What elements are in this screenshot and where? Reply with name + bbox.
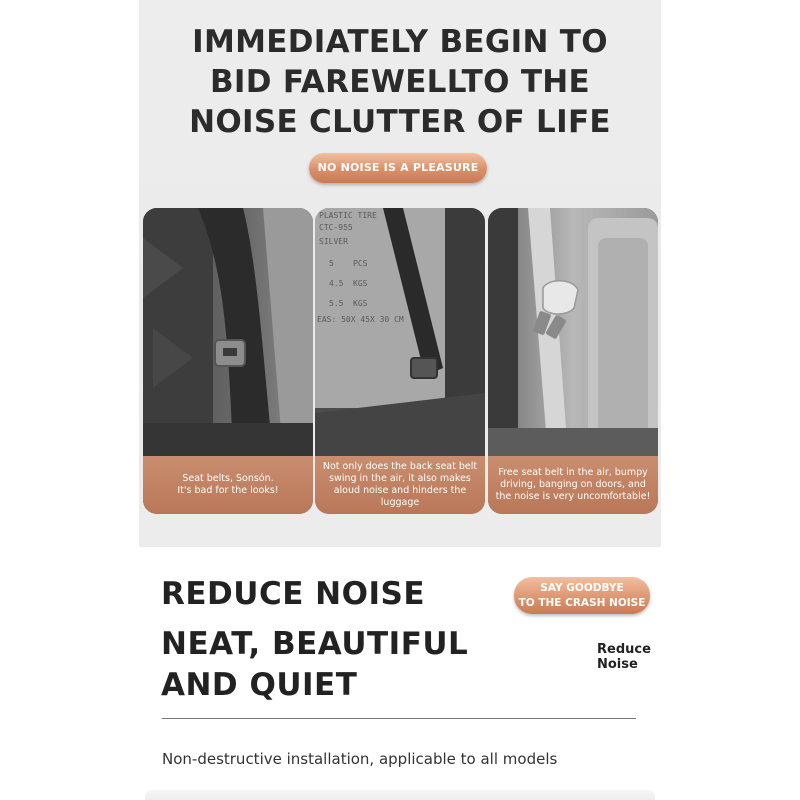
problem-card-door-noise (488, 208, 658, 514)
section-title: REDUCE NOISE (161, 576, 426, 612)
box-text-5: PCS (353, 259, 368, 268)
headline-line-3: NOISE CLUTTER OF LIFE (189, 104, 611, 140)
subtitle-line-1: NEAT, BEAUTIFUL (161, 626, 469, 662)
reduce-label-line-2: Noise (597, 657, 638, 672)
box-text-8: 5.5 (329, 299, 344, 308)
box-text-9: KGS (353, 299, 368, 308)
card-caption: Not only does the back seat belt swing in the air, it also makes aloud noise and hinders the luggage (315, 456, 485, 514)
caption-line-1: Seat belts, Sonsón. (182, 473, 274, 484)
card-caption (143, 456, 313, 514)
section-divider (162, 718, 636, 719)
no-noise-pill: NO NOISE IS A PLEASURE (309, 153, 487, 183)
caption-line-2: It's bad for the looks! (177, 485, 279, 496)
luggage-belt-photo (315, 208, 485, 456)
headline-line-2: BID FAREWELLTO THE (209, 64, 591, 100)
headline-line-1: IMMEDIATELY BEGIN TO (192, 24, 608, 60)
pill-line-1: SAY GOODBYE (540, 581, 624, 594)
box-text-1: PLASTIC TIRE (319, 211, 377, 220)
box-text-10: EAS: 50X 45X 30 CM (317, 315, 404, 324)
box-text-3: SILVER (319, 237, 348, 246)
hero-headline (0, 22, 800, 142)
box-text-4: 5 (329, 259, 334, 268)
door-noise-photo (488, 208, 658, 456)
reduce-noise-label (597, 642, 651, 672)
problem-card-seat-buckle (143, 208, 313, 514)
box-text-7: KGS (353, 279, 368, 288)
box-text-6: 4.5 (329, 279, 344, 288)
pill-line-2: TO THE CRASH NOISE (518, 596, 646, 609)
say-goodbye-pill (514, 577, 650, 614)
reduce-label-line-1: Reduce (597, 642, 651, 657)
box-text-2: CTC-955 (319, 223, 353, 232)
section-subtitle (161, 624, 501, 706)
next-section-edge (145, 790, 655, 800)
card-caption: Free seat belt in the air, bumpy driving, banging on doors, and the noise is very uncomfortable! (488, 456, 658, 514)
subtitle-line-2: AND QUIET (161, 667, 358, 703)
installation-note: Non-destructive installation, applicable to all models (162, 750, 558, 768)
seat-buckle-photo (143, 208, 313, 456)
problem-card-luggage-belt (315, 208, 485, 514)
